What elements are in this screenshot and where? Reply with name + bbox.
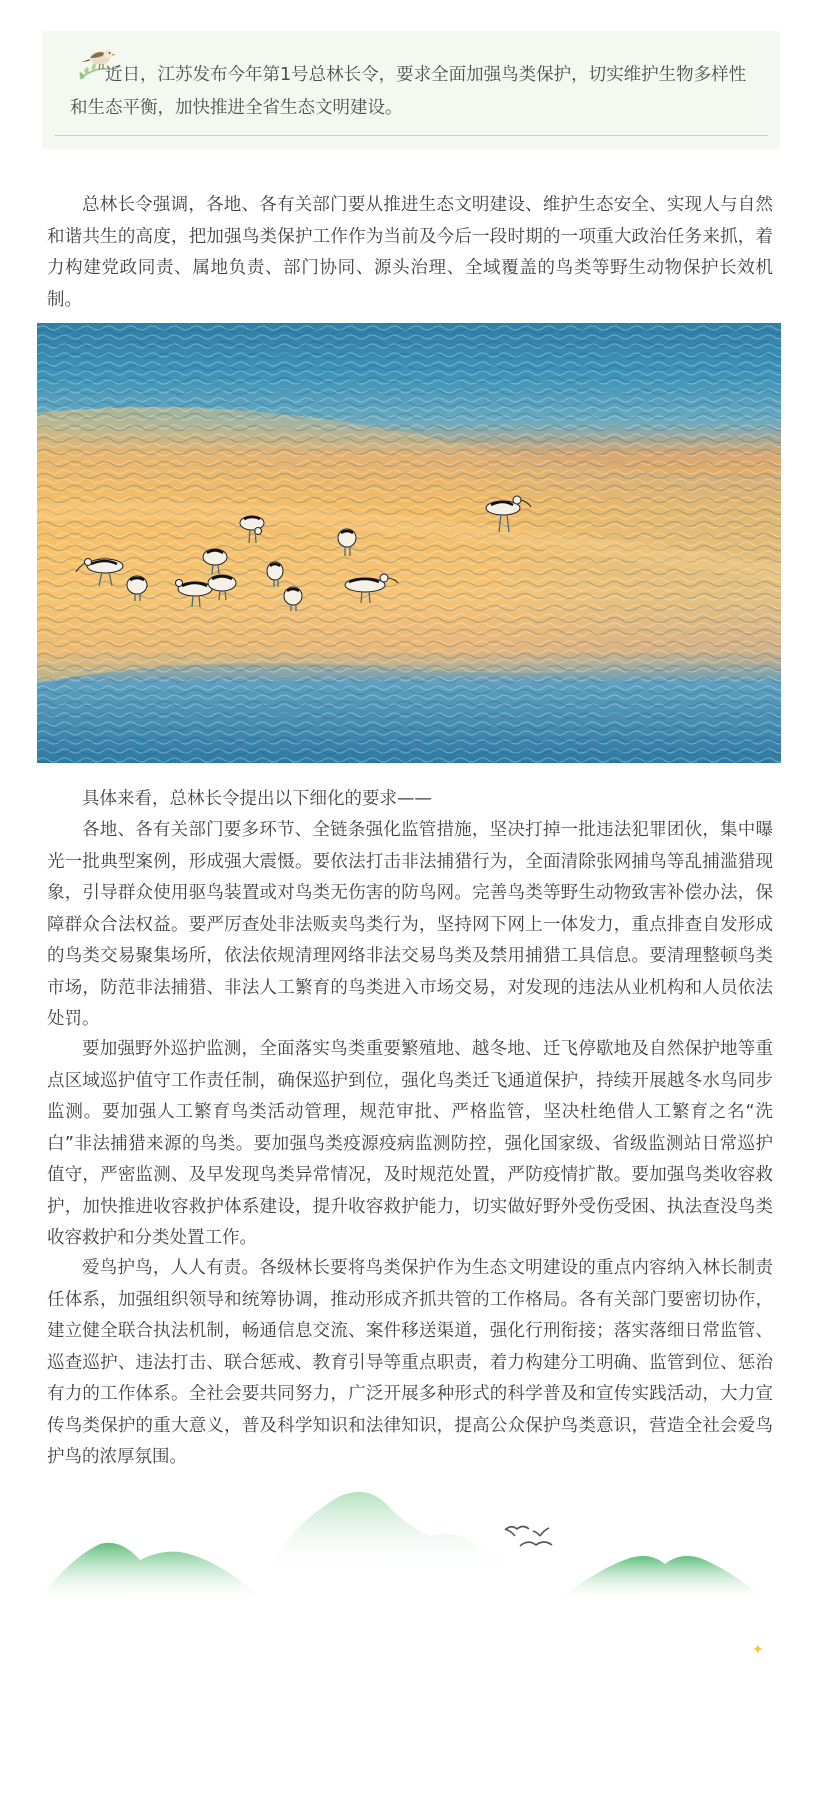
flying-birds [505, 1527, 552, 1547]
paragraph-5: 爱鸟护鸟，人人有责。各级林长要将鸟类保护作为生态文明建设的重点内容纳入林长制责任体系，加强组织领导和统筹协调，推动形成齐抓共管的工作格局。各有关部门要密切协作，建立健全联合执法机制，畅通信息交流、案件移送渠道，强化行刑衔接；落实落细日常监管、巡查巡护、违法打击、联合惩戒、教育引导等重点职责，着力构建分工明确、监管到位、惩治有力的工作体系。全社会要共同努力，广泛开展多种形式的科学普及和宣传实践活动，大力宣传鸟类保护的重大意义，普及科学知识和法律知识，提高公众保护鸟类意识，营造全社会爱鸟护鸟的浓厚氛围。 [47, 1258, 773, 1467]
intro-text: 近日，江苏发布今年第1号总林长令，要求全面加强鸟类保护，切实维护生物多样性和生态平衡，加快推进全省生态文明建设。 [70, 65, 747, 118]
star-icon: ✦ [752, 1642, 764, 1658]
paragraph-2: 具体来看，总林长令提出以下细化的要求—— [82, 789, 432, 809]
intro-divider [54, 135, 768, 136]
intro-card [42, 31, 780, 149]
paragraph-1: 总林长令强调，各地、各有关部门要从推进生态文明建设、维护生态安全、实现人与自然和谐共生的高度，把加强鸟类保护工作作为当前及今后一段时期的一项重大政治任务来抓，着力构建党政同责、属地负责、部门协同、源头治理、全域覆盖的鸟类等野生动物保护长效机制。 [47, 195, 773, 310]
paragraph-3: 各地、各有关部门要多环节、全链条强化监管措施，坚决打掉一批违法犯罪团伙，集中曝光一批典型案例，形成强大震慑。要依法打击非法捕猎行为，全面清除张网捕鸟等乱捕滥猎现象，引导群众使用驱鸟装置或对鸟类无伤害的防鸟网。完善鸟类等野生动物致害补偿办法，保障群众合法权益。要严厉查处非法贩卖鸟类行为，坚持网下网上一体发力，重点排查自发形成的鸟类交易聚集场所，依法依规清理网络非法交易鸟类及禁用捕猎工具信息。要清理整顿鸟类市场，防范非法捕猎、非法人工繁育的鸟类进入市场交易，对发现的违法从业机构和人员依法处罚。 [47, 820, 773, 1029]
green-mountains-with-birds-icon [40, 1478, 778, 1604]
paragraph-4: 要加强野外巡护监测，全面落实鸟类重要繁殖地、越冬地、迁飞停歇地及自然保护地等重点区域巡护值守工作责任制，确保巡护到位，强化鸟类迁飞通道保护，持续开展越冬水鸟同步监测。要加强人工繁育鸟类活动管理，规范审批、严格监管，坚决杜绝借人工繁育之名“洗白”非法捕猎来源的鸟类。要加强鸟类疫源疫病监测防控，强化国家级、省级监测站日常巡护值守，严密监测、及早发现鸟类异常情况，及时规范处置，严防疫情扩散。要加强鸟类收容救护，加快推进收容救护体系建设，提升收容救护能力，切实做好野外受伤受困、执法查没鸟类收容救护和分类处置工作。 [47, 1039, 773, 1248]
avocets-wading-at-sunset-photo [37, 323, 781, 763]
